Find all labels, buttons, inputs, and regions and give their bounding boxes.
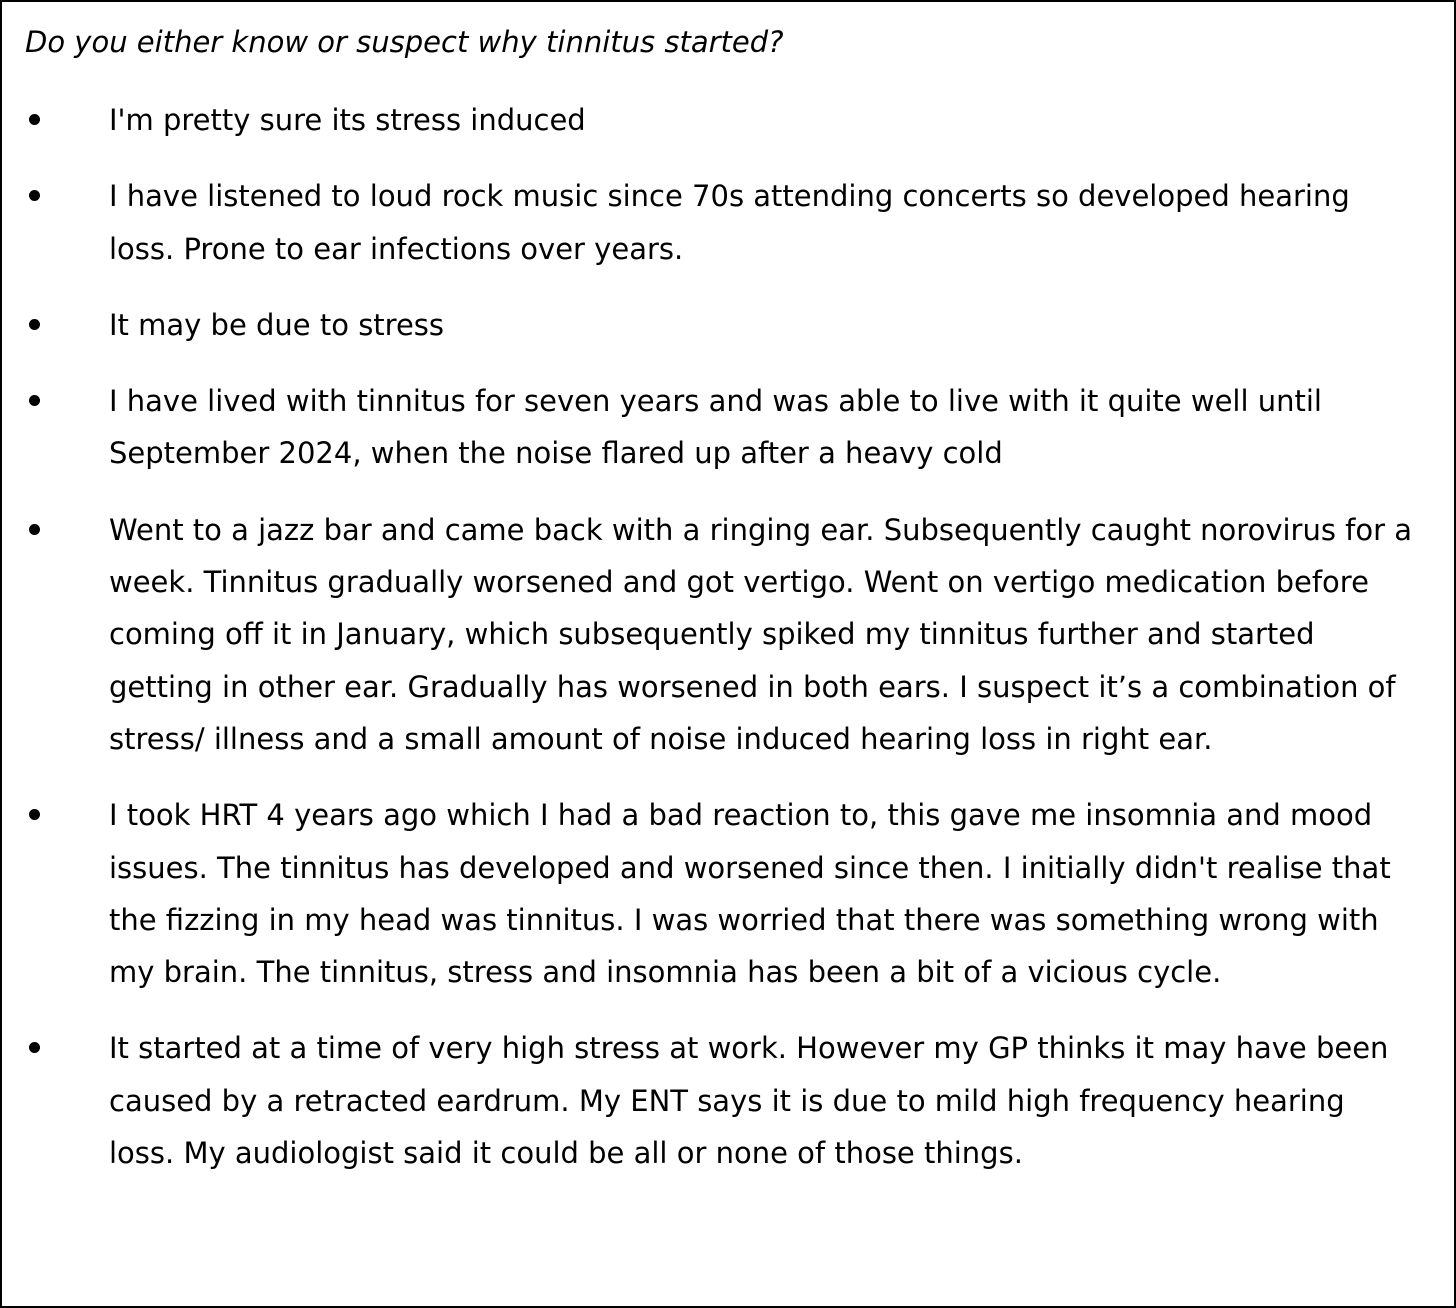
list-item <box>2 504 1454 765</box>
question-heading: Do you either know or suspect why tinnitus started? <box>25 25 784 59</box>
response-text: Went to a jazz bar and came back with a ringing ear. Subsequently caught norovirus for a week. Tinnitus gradually worsened and got vertigo. Went on vertigo medication before coming off it in January, which subsequently spiked my tinnitus further and started getting in other ear. Gradually has worsened in both ears. I suspect it’s a combination of stress/ illness and a small amount of noise induced hearing loss in right ear. <box>109 512 1413 756</box>
list-item <box>2 375 1454 480</box>
response-list <box>2 94 1454 1203</box>
list-item <box>2 94 1454 146</box>
response-text: I have lived with tinnitus for seven years and was able to live with it quite well until September 2024, when the noise flared up after a heavy cold <box>109 384 1322 471</box>
response-text: I took HRT 4 years ago which I had a bad reaction to, this gave me insomnia and mood issues. The tinnitus has developed and worsened since then. I initially didn't realise that the fizzing in my head was tinnitus. I was worried that there was something wrong with my brain. The tinnitus, stress and insomnia has been a bit of a vicious cycle. <box>109 798 1391 990</box>
list-item <box>2 789 1454 998</box>
list-item <box>2 170 1454 275</box>
response-text: I'm pretty sure its stress induced <box>109 103 586 137</box>
response-text: I have listened to loud rock music since 70s attending concerts so developed hearing loss. Prone to ear infections over years. <box>109 179 1350 266</box>
bullet-icon <box>27 1022 41 1074</box>
response-text: It started at a time of very high stress at work. However my GP thinks it may have been caused by a retracted eardrum. My ENT says it is due to mild high frequency hearing loss. My audiologist said it could be all or none of those things. <box>109 1031 1389 1171</box>
bullet-icon <box>27 170 41 222</box>
bullet-icon <box>27 94 41 146</box>
bullet-icon <box>27 375 41 427</box>
list-item <box>2 299 1454 351</box>
bullet-icon <box>27 789 41 841</box>
response-text: It may be due to stress <box>109 307 445 342</box>
bullet-icon <box>27 504 41 556</box>
bullet-icon <box>27 299 41 351</box>
list-item <box>2 1022 1454 1179</box>
